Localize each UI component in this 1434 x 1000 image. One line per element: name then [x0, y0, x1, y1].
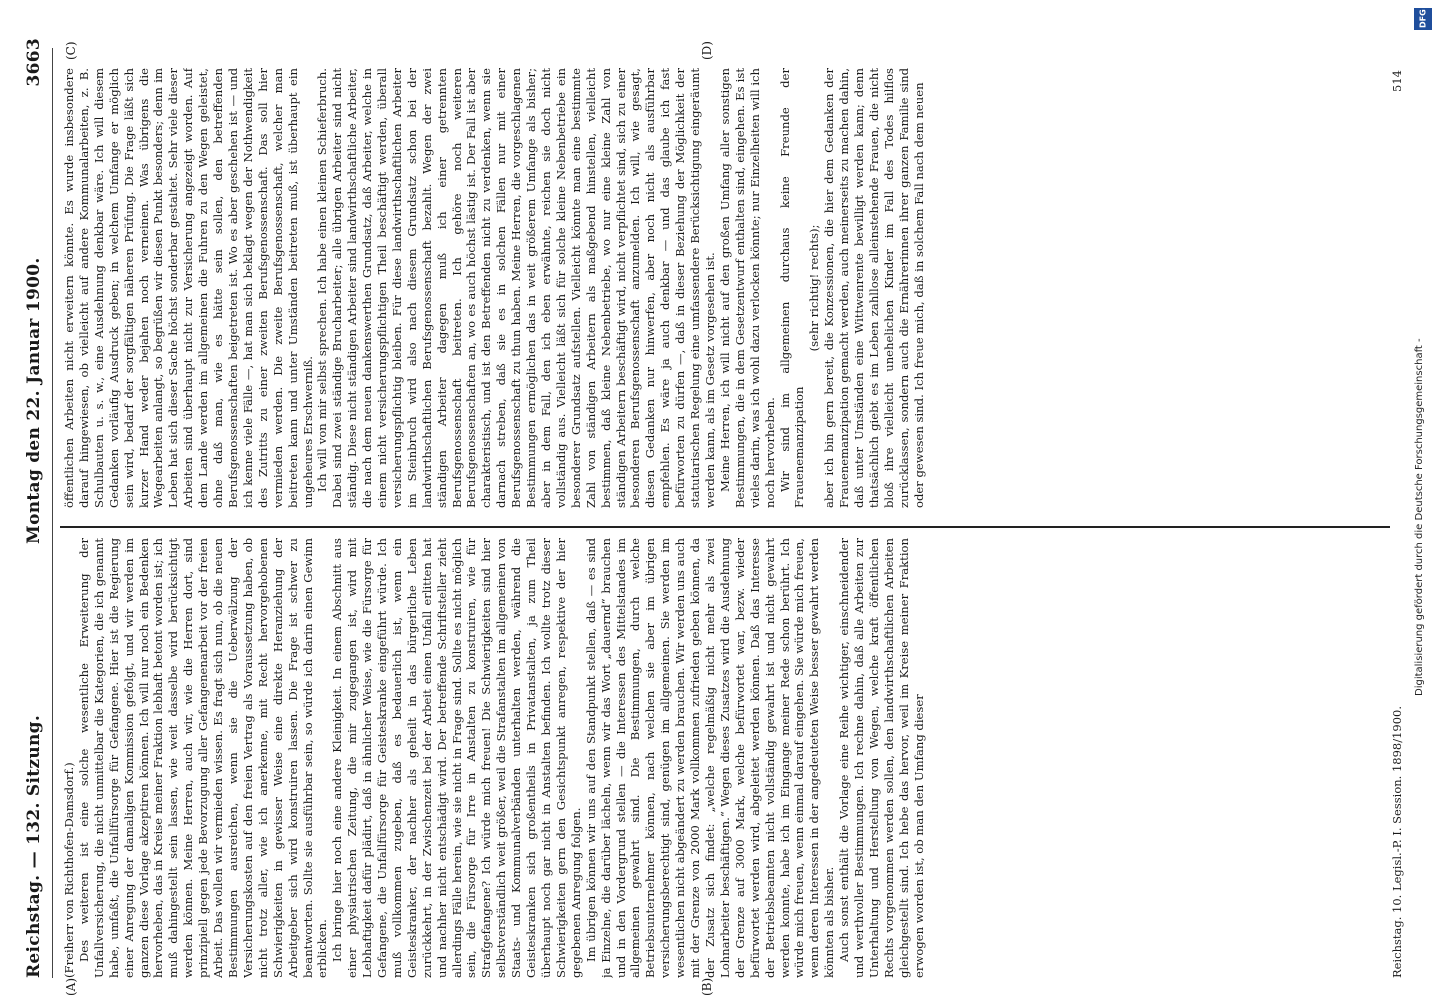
- column-divider: [60, 526, 1390, 528]
- page-footer: Reichstag. 10. Legisl.-P. I. Session. 1898/1900.: [1390, 705, 1404, 978]
- marker-d: (D): [700, 41, 714, 60]
- digitization-credit: Digitalisierung gefördert durch die Deutsche Forschungsgemeinschaft -: [1414, 338, 1425, 696]
- left-paragraph-2: Ich bringe hier noch eine andere Kleinigkeit. In einem Abschnitt aus einer physiatrischen Zeitung, die mir zugegangen ist, wird mit Lebhaftigkeit dafür plädirt, daß in ähnlicher Weise, wie die Fürsorge für Gefangene, die Unfallfürsorge für Geisteskranke eingeführt würde. Ich muß vollkommen zugeben, daß es bedauerlich ist, wenn ein Geisteskranker, der nachher als geheilt in das bürgerliche Leben zurückkehrt, in der Zwischenzeit bei der Arbeit einen Unfall erlitten hat und nachher nicht entschädigt wird. Der betreffende Schriftsteller zieht allerdings Fälle herein, wie sie nicht in Frage sind. Sollte es nicht möglich sein, die Fürsorge für Irre in Anstalten zu konstruiren, wie für Strafgefangene? Ich würde mich freuen! Die Schwierigkeiten sind hier selbstverständlich weit größer, weil die Strafanstalten im allgemeinen von Staats- und Kommunalverbänden unterhalten werden, während die Geisteskranken sich großentheils in Privatanstalten, ja zum Theil überhaupt noch gar nicht in Anstalten befinden. Ich wollte trotz dieser Schwierigkeiten gern den Gesichtspunkt anregen, respektive der hier gegebenen Anregung folgen.: [330, 538, 583, 978]
- header-rule: [52, 48, 53, 978]
- right-paragraph-2: Ich will von mir selbst sprechen. Ich habe einen kleinen Schieferbruch. Dabei sind zwei ständige Brucharbeiter; alle übrigen Arbeiter sind nicht ständig. Diese nicht ständigen Arbeiter sind landwirthschaftliche Arbeiter, die nach dem neuen dankenswerthen Grundsatz, daß Arbeiter, welche in einem nicht versicherungspflichtigen Theil beschäftigt werden, überall versicherungspflichtig bleiben. Für diese landwirthschaftlichen Arbeiter im Steinbruch wird also nach diesem Grundsatz schon bei der landwirthschaftlichen Berufsgenossenschaft bezahlt. Wegen der zwei ständigen Arbeiter dagegen muß ich einer getrennten Berufsgenossenschaft beitreten. Ich gehöre noch weiteren Berufsgenossenschaften an, wo es auch höchst lästig ist. Der Fall ist aber charakteristisch, und ist den Betreffenden nicht zu verdenken, wenn sie darnach streben, daß sie es in solchen Fällen nur mit einer Berufsgenossenschaft zu thun haben. Meine Herren, die vorgeschlagenen Bestimmungen ermöglichen das in weit größerem Umfange als bisher; aber in dem Fall, den ich eben erwähnte, reichen sie doch nicht vollständig aus. Vielleicht läßt sich für solche kleine Nebenbetriebe ein besonderer Grundsatz aufstellen. Vielleicht könnte man eine bestimmte Zahl von ständigen Arbeitern als maßgebend hinstellen, vielleicht bestimmen, daß kleine Nebenbetriebe, wo nur eine kleine Zahl von ständigen Arbeitern beschäftigt wird, nicht verpflichtet sind, sich zu einer besonderen Berufsgenossenschaft anzumelden. Ich will, wie gesagt, diesen Gedanken nur hinwerfen, aber noch nicht als ausführbar empfehlen. Es wäre ja auch denkbar — und das glaube ich fast befürworten zu dürfen —, daß in dieser Beziehung der Möglichkeit der statutarischen Regelung eine umfassendere Berücksichtigung eingeräumt werden kann, als im Gesetz vorgesehen ist.: [315, 68, 717, 508]
- right-paragraph-final: aber ich bin gern bereit, die Konzessionen, die hier dem Gedanken der Frauenemanzipation gemacht werden, auch meinerseits zu machen dahin, daß unter Umständen eine Wittwenrente bewilligt werden kann; denn thatsächlich giebt es im Leben zahllose alleinstehende Frauen, die nicht bloß ihre vielleicht unehelichen Kinder im Fall des Todes hilflos zurücklassen, sondern auch die Ernährerinnen ihrer ganzen Familie sind oder gewesen sind. Ich freue mich, daß in solchem Fall nach dem neuen: [822, 68, 926, 508]
- header-page-number: 3663: [24, 38, 44, 87]
- marker-b: (B): [700, 977, 714, 996]
- interjection: (sehr richtig! rechts);: [807, 224, 822, 352]
- marker-c: (C): [64, 41, 78, 60]
- right-paragraph-1: öffentlichen Arbeiten nicht erweitern könnte. Es wurde insbesondere darauf hingewiesen, ob vielleicht auf andere Kommunalarbeiten, z. B. Schulbauten u. s. w., eine Ausdehnung denkbar wäre. Ich will diesem Gedanken vorläufig Ausdruck geben; in welchem Umfange er möglich sein wird, bedarf der sorgfältigen näheren Prüfung. Die Frage läßt sich kurzer Hand weder bejahen noch verneinen. Was übrigens die Wegearbeiten anlangt, so begrüßen wir diesen Punkt besonders; denn im Leben hat sich dieser Sache höchst sonderbar gestaltet. Sehr viele dieser Arbeiten sind überhaupt nicht zur Versicherung angezeigt worden. Auf dem Lande werden im allgemeinen die Fuhren zu den Wegen geleistet, ohne daß man, wie es hätte sein sollen, den betreffenden Berufsgenossenschaften beigetreten ist. Wo es aber geschehen ist — und ich kenne viele Fälle —, hat man sich beklagt wegen der Nothwendigkeit des Zutritts zu einer zweiten Berufsgenossenschaft. Das soll hier vermieden werden. Die zweite Berufsgenossenschaft, welcher man beitreten kann und unter Umständen beitreten muß, ist überhaupt ein ungeheures Erschwerniß.: [62, 68, 315, 508]
- left-paragraph-4: Auch sonst enthält die Vorlage eine Reihe wichtiger, einschneidender und werthvoller Bestimmungen. Ich rechne dahin, daß alle Arbeiten zur Unterhaltung und Herstellung von Wegen, welche kraft öffentlichen Rechts vorgenommen werden sollen, den landwirthschaftlichen Arbeiten gleichgestellt sind. Ich hebe das hervor, weil im Kreise meiner Fraktion erwogen worden ist, ob man den Umfang dieser: [837, 538, 926, 978]
- left-paragraph-1: Des weiteren ist eine solche wesentliche Erweiterung der Unfallversicherung, die nicht unmittelbar die Kategorien, die ich genannt habe, umfaßt, die Unfallfürsorge für Gefangene. Hier ist die Regierung einer Anregung der damaligen Kommission gefolgt, und wir werden im ganzen diese Vorlage akzeptiren können. Ich will nur noch ein Bedenken hervorheben, das in Kreise meiner Fraktion lebhaft betont worden ist; ich muß dahingestellt sein lassen, wie weit dasselbe wird berücksichtigt werden können. Meine Herren, auch wir, wie die Herren dort, sind prinzipiell gegen jede Bevorzugung aller Gefangenenarbeit vor der freien Arbeit. Das wollen wir vermieden wissen. Es fragt sich nun, ob die neuen Bestimmungen ausreichen, wenn sie die Ueberwälzung der Versicherungskosten auf den freien Vertrag als Voraussetzung haben, ob nicht trotz aller, wie ich anerkenne, mit Recht hervorgehobenen Schwierigkeiten in gewisser Weise eine direkte Heranziehung der Arbeitgeber sich wird konstruiren lassen. Die Frage ist schwer zu beantworten. Sollte sie ausführbar sein, so würde ich darin einen Gewinn erblicken.: [76, 538, 330, 978]
- right-paragraph-4: Wir sind im allgemeinen durchaus keine Freunde der Frauenemanzipation: [777, 68, 807, 508]
- right-paragraph-3: Meine Herren, ich will nicht auf den großen Umfang aller sonstigen Bestimmungen, die in dem Gesetzentwurf enthalten sind, eingehen. Es ist vieles darin, was ich wohl dazu verlocken könnte; nur Einzelheiten will ich noch hervorheben.: [717, 68, 777, 508]
- header-date: Montag den 22. Januar 1900.: [24, 257, 44, 545]
- dfg-logo: DFG: [1414, 8, 1432, 30]
- page-header: [14, 38, 54, 978]
- left-paragraph-3: Im übrigen können wir uns auf den Standpunkt stellen, daß — es sind ja Einzelne, die darüber lächeln, wenn wir das Wort „dauernd“ brauchen und in den Vordergrund stellen — die Interessen des Mittelstandes im allgemeinen gewahrt sind. Die Bestimmungen, durch welche Betriebsunternehmer können, nach welchen sie aber im übrigen versicherungsberechtigt sind, genügen im allgemeinen. Sie werden im wesentlichen nicht abgeändert zu werden brauchen. Wir werden uns auch mit der Grenze von 2000 Mark vollkommen zufrieden geben können, da der Zusatz sich findet: „welche regelmäßig nicht mehr als zwei Lohnarbeiter beschäftigen.“ Wegen dieses Zusatzes wird die Ausdehnung der Grenze auf 3000 Mark, welche befürwortet war, bezw. wieder befürwortet werden wird, abgeleitet werden können. Daß das Interesse der Betriebsbeamten nicht vollständig gewahrt ist und nicht gewahrt werden konnte, habe ich im Eingange meiner Rede schon berührt. Ich würde mich freuen, wenn einmal darauf eingehen. Sie würde mich freuen, wenn deren Interessen in der angedeuteten Weise besser gewahrt werden könnten als bisher.: [583, 538, 837, 978]
- marker-a: (A): [64, 977, 78, 996]
- sheet-number: 514: [1390, 70, 1404, 92]
- header-left: Reichstag. — 132. Sitzung.: [24, 714, 44, 978]
- right-column: [62, 68, 1362, 508]
- speaker-line: (Freiherr von Richthofen-Damsdorf.): [62, 762, 76, 978]
- left-column: [62, 538, 1362, 978]
